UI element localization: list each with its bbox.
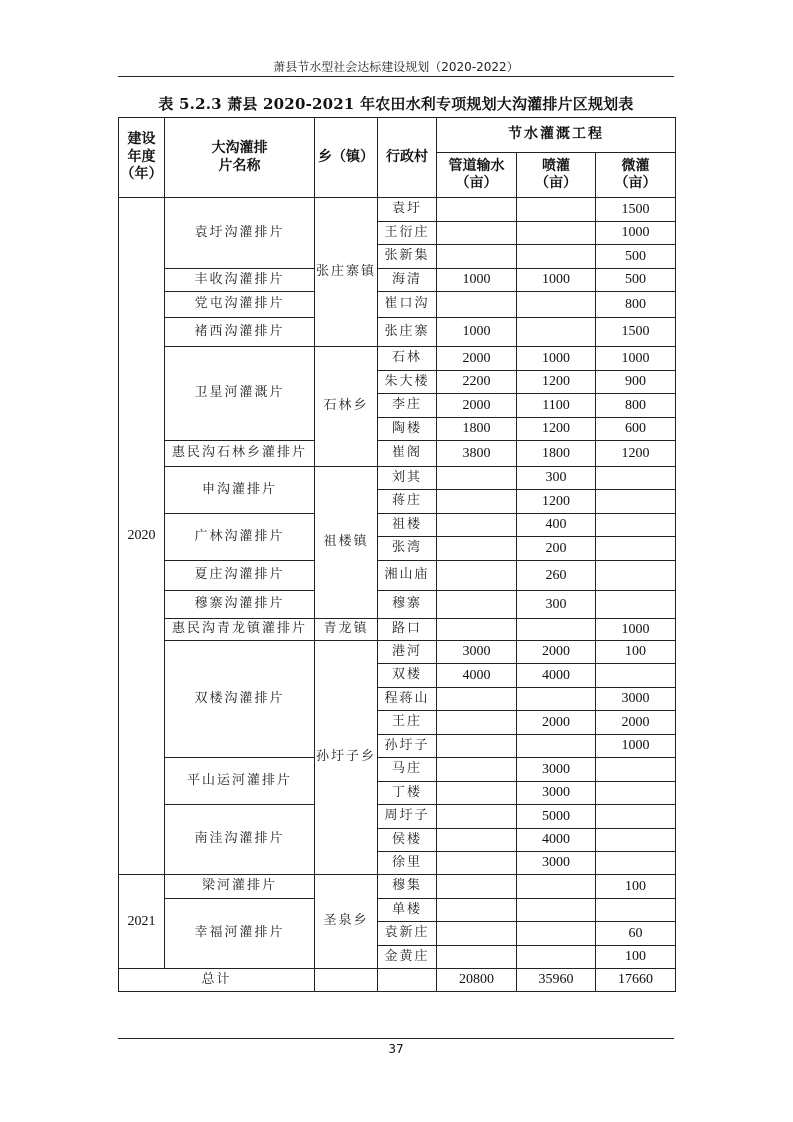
micro-cell: 1000 — [596, 222, 676, 245]
header-micro-line: 微灌 — [621, 157, 650, 174]
table-row — [119, 198, 676, 222]
running-header: 萧县节水型社会达标建设规划（2020-2022） — [273, 60, 519, 74]
header-district-line: 大沟灌排 — [211, 140, 268, 156]
sprinkler-cell — [517, 899, 596, 922]
micro-cell: 600 — [596, 418, 676, 441]
micro-cell: 1000 — [596, 347, 676, 371]
year-cell: 2021 — [119, 875, 165, 969]
header-year-line: （年） — [120, 166, 163, 183]
table-row — [119, 875, 676, 899]
header-year — [119, 118, 165, 198]
table-caption: 表 5.2.3 萧县 2020-2021 年农田水利专项规划大沟灌排片区规划表 — [158, 95, 634, 113]
sprinkler-cell: 1800 — [517, 441, 596, 467]
sprinkler-cell — [517, 875, 596, 899]
micro-cell — [596, 782, 676, 805]
village-cell: 丁楼 — [378, 782, 437, 805]
micro-cell — [596, 664, 676, 688]
district-cell: 申沟灌排片 — [165, 467, 315, 514]
micro-cell — [596, 490, 676, 514]
sprinkler-cell: 3000 — [517, 758, 596, 782]
village-cell: 石林 — [378, 347, 437, 371]
sprinkler-cell — [517, 688, 596, 711]
micro-cell — [596, 591, 676, 619]
sprinkler-cell: 1200 — [517, 418, 596, 441]
micro-cell — [596, 758, 676, 782]
pipe-cell — [437, 222, 517, 245]
pipe-cell — [437, 688, 517, 711]
micro-cell: 900 — [596, 371, 676, 394]
page-number: 37 — [388, 1042, 404, 1056]
pipe-cell — [437, 292, 517, 318]
pipe-cell — [437, 852, 517, 875]
header-sprinkler — [517, 153, 596, 198]
village-cell: 李庄 — [378, 394, 437, 418]
pipe-cell — [437, 946, 517, 969]
village-cell: 王庄 — [378, 711, 437, 735]
micro-cell: 800 — [596, 394, 676, 418]
village-cell: 周圩子 — [378, 805, 437, 829]
pipe-cell — [437, 735, 517, 758]
micro-cell: 3000 — [596, 688, 676, 711]
sprinkler-cell: 1200 — [517, 371, 596, 394]
table-body — [119, 198, 676, 992]
district-cell: 南洼沟灌排片 — [165, 805, 315, 875]
header-township: 乡（镇） — [315, 118, 378, 198]
township-cell: 祖楼镇 — [315, 467, 378, 619]
sprinkler-cell: 3000 — [517, 782, 596, 805]
village-cell: 穆集 — [378, 875, 437, 899]
micro-cell — [596, 829, 676, 852]
township-cell: 圣泉乡 — [315, 875, 378, 969]
village-cell: 张湾 — [378, 537, 437, 561]
header-row — [119, 118, 676, 153]
table-row — [119, 318, 676, 347]
header-year-line: 建设 — [127, 131, 156, 148]
district-cell: 惠民沟青龙镇灌排片 — [165, 619, 315, 641]
pipe-cell — [437, 514, 517, 537]
total-micro: 17660 — [596, 969, 676, 992]
sprinkler-cell: 1000 — [517, 269, 596, 292]
village-cell: 张庄寨 — [378, 318, 437, 347]
pipe-cell: 2200 — [437, 371, 517, 394]
micro-cell: 1000 — [596, 619, 676, 641]
sprinkler-cell — [517, 735, 596, 758]
sprinkler-cell: 1000 — [517, 347, 596, 371]
total-pipe: 20800 — [437, 969, 517, 992]
pipe-cell — [437, 782, 517, 805]
header-pipe-unit: （亩） — [455, 175, 498, 191]
micro-cell: 60 — [596, 922, 676, 946]
micro-cell: 1200 — [596, 441, 676, 467]
pipe-cell — [437, 245, 517, 269]
sprinkler-cell — [517, 619, 596, 641]
village-cell: 单楼 — [378, 899, 437, 922]
total-label: 总计 — [119, 969, 315, 992]
pipe-cell — [437, 591, 517, 619]
micro-cell: 100 — [596, 875, 676, 899]
table-row — [119, 514, 676, 537]
sprinkler-cell: 200 — [517, 537, 596, 561]
district-cell: 夏庄沟灌排片 — [165, 561, 315, 591]
micro-cell: 1500 — [596, 318, 676, 347]
sprinkler-cell: 1100 — [517, 394, 596, 418]
pipe-cell: 1000 — [437, 269, 517, 292]
sprinkler-cell: 300 — [517, 467, 596, 490]
district-cell: 平山运河灌排片 — [165, 758, 315, 805]
table-row — [119, 441, 676, 467]
district-cell: 丰收沟灌排片 — [165, 269, 315, 292]
year-cell: 2020 — [119, 198, 165, 875]
village-cell: 穆寨 — [378, 591, 437, 619]
sprinkler-cell — [517, 922, 596, 946]
header-year-line: 年度 — [127, 148, 156, 165]
village-cell: 徐里 — [378, 852, 437, 875]
micro-cell — [596, 899, 676, 922]
sprinkler-cell — [517, 292, 596, 318]
table-row — [119, 758, 676, 782]
micro-cell — [596, 852, 676, 875]
pipe-cell: 2000 — [437, 347, 517, 371]
district-cell: 广林沟灌排片 — [165, 514, 315, 561]
sprinkler-cell — [517, 318, 596, 347]
table-row — [119, 805, 676, 829]
pipe-cell — [437, 561, 517, 591]
header-sprinkler-line: 喷灌 — [542, 157, 570, 174]
township-cell: 石林乡 — [315, 347, 378, 467]
micro-cell: 100 — [596, 641, 676, 664]
district-cell: 卫星河灌溉片 — [165, 347, 315, 441]
pipe-cell — [437, 805, 517, 829]
village-cell: 王衍庄 — [378, 222, 437, 245]
sprinkler-cell — [517, 245, 596, 269]
sprinkler-cell — [517, 222, 596, 245]
pipe-cell: 3000 — [437, 641, 517, 664]
table-row — [119, 619, 676, 641]
footer-rule — [118, 1038, 674, 1039]
header-district-line: 片名称 — [218, 157, 261, 174]
pipe-cell — [437, 758, 517, 782]
district-cell: 幸福河灌排片 — [165, 899, 315, 969]
micro-cell: 1500 — [596, 198, 676, 222]
micro-cell: 100 — [596, 946, 676, 969]
village-cell: 海清 — [378, 269, 437, 292]
micro-cell — [596, 805, 676, 829]
pipe-cell — [437, 899, 517, 922]
table-row — [119, 641, 676, 664]
table-row — [119, 292, 676, 318]
village-cell: 陶楼 — [378, 418, 437, 441]
township-cell: 孙圩子乡 — [315, 641, 378, 875]
header-micro — [596, 153, 676, 198]
table-row — [119, 561, 676, 591]
pipe-cell: 2000 — [437, 394, 517, 418]
sprinkler-cell: 300 — [517, 591, 596, 619]
header-pipe-line: 管道输水 — [448, 157, 505, 174]
village-cell: 崔口沟 — [378, 292, 437, 318]
sprinkler-cell: 1200 — [517, 490, 596, 514]
district-cell: 穆寨沟灌排片 — [165, 591, 315, 619]
header-pipe — [437, 153, 517, 198]
village-cell: 朱大楼 — [378, 371, 437, 394]
header-district — [165, 118, 315, 198]
total-row — [119, 969, 676, 992]
pipe-cell — [437, 198, 517, 222]
sprinkler-cell: 3000 — [517, 852, 596, 875]
sprinkler-cell: 2000 — [517, 641, 596, 664]
village-cell: 张新集 — [378, 245, 437, 269]
micro-cell — [596, 561, 676, 591]
header-micro-unit: （亩） — [614, 175, 657, 191]
pipe-cell — [437, 537, 517, 561]
district-cell: 双楼沟灌排片 — [165, 641, 315, 758]
district-cell: 梁河灌排片 — [165, 875, 315, 899]
sprinkler-cell: 260 — [517, 561, 596, 591]
pipe-cell: 4000 — [437, 664, 517, 688]
pipe-cell: 1800 — [437, 418, 517, 441]
total-township-cell — [315, 969, 378, 992]
district-cell: 党屯沟灌排片 — [165, 292, 315, 318]
district-cell: 惠民沟石林乡灌排片 — [165, 441, 315, 467]
sprinkler-cell — [517, 198, 596, 222]
table-row — [119, 269, 676, 292]
micro-cell — [596, 537, 676, 561]
village-cell: 刘其 — [378, 467, 437, 490]
table-row — [119, 899, 676, 922]
village-cell: 崔阁 — [378, 441, 437, 467]
village-cell: 袁新庄 — [378, 922, 437, 946]
village-cell: 蒋庄 — [378, 490, 437, 514]
village-cell: 湘山庙 — [378, 561, 437, 591]
table-row — [119, 591, 676, 619]
pipe-cell — [437, 875, 517, 899]
pipe-cell — [437, 467, 517, 490]
micro-cell — [596, 514, 676, 537]
village-cell: 程蒋山 — [378, 688, 437, 711]
irrigation-plan-table — [118, 117, 676, 992]
header-sprinkler-unit: （亩） — [535, 175, 577, 191]
header-village: 行政村 — [378, 118, 437, 198]
table-row — [119, 467, 676, 490]
micro-cell: 1000 — [596, 735, 676, 758]
village-cell: 祖楼 — [378, 514, 437, 537]
sprinkler-cell: 5000 — [517, 805, 596, 829]
village-cell: 马庄 — [378, 758, 437, 782]
district-cell: 褚西沟灌排片 — [165, 318, 315, 347]
pipe-cell — [437, 829, 517, 852]
pipe-cell — [437, 619, 517, 641]
village-cell: 侯楼 — [378, 829, 437, 852]
total-village-cell — [378, 969, 437, 992]
village-cell: 港河 — [378, 641, 437, 664]
pipe-cell — [437, 490, 517, 514]
village-cell: 孙圩子 — [378, 735, 437, 758]
micro-cell — [596, 467, 676, 490]
sprinkler-cell: 2000 — [517, 711, 596, 735]
village-cell: 路口 — [378, 619, 437, 641]
micro-cell: 800 — [596, 292, 676, 318]
pipe-cell: 1000 — [437, 318, 517, 347]
pipe-cell: 3800 — [437, 441, 517, 467]
header-rule — [118, 76, 674, 77]
village-cell: 袁圩 — [378, 198, 437, 222]
sprinkler-cell: 4000 — [517, 664, 596, 688]
pipe-cell — [437, 922, 517, 946]
total-sprinkler: 35960 — [517, 969, 596, 992]
header-group: 节水灌溉工程 — [437, 118, 676, 153]
sprinkler-cell — [517, 946, 596, 969]
pipe-cell — [437, 711, 517, 735]
micro-cell: 500 — [596, 245, 676, 269]
district-cell: 袁圩沟灌排片 — [165, 198, 315, 269]
sprinkler-cell: 4000 — [517, 829, 596, 852]
micro-cell: 500 — [596, 269, 676, 292]
township-cell: 张庄寨镇 — [315, 198, 378, 347]
village-cell: 双楼 — [378, 664, 437, 688]
sprinkler-cell: 400 — [517, 514, 596, 537]
village-cell: 金黄庄 — [378, 946, 437, 969]
table-row — [119, 347, 676, 371]
township-cell: 青龙镇 — [315, 619, 378, 641]
micro-cell: 2000 — [596, 711, 676, 735]
